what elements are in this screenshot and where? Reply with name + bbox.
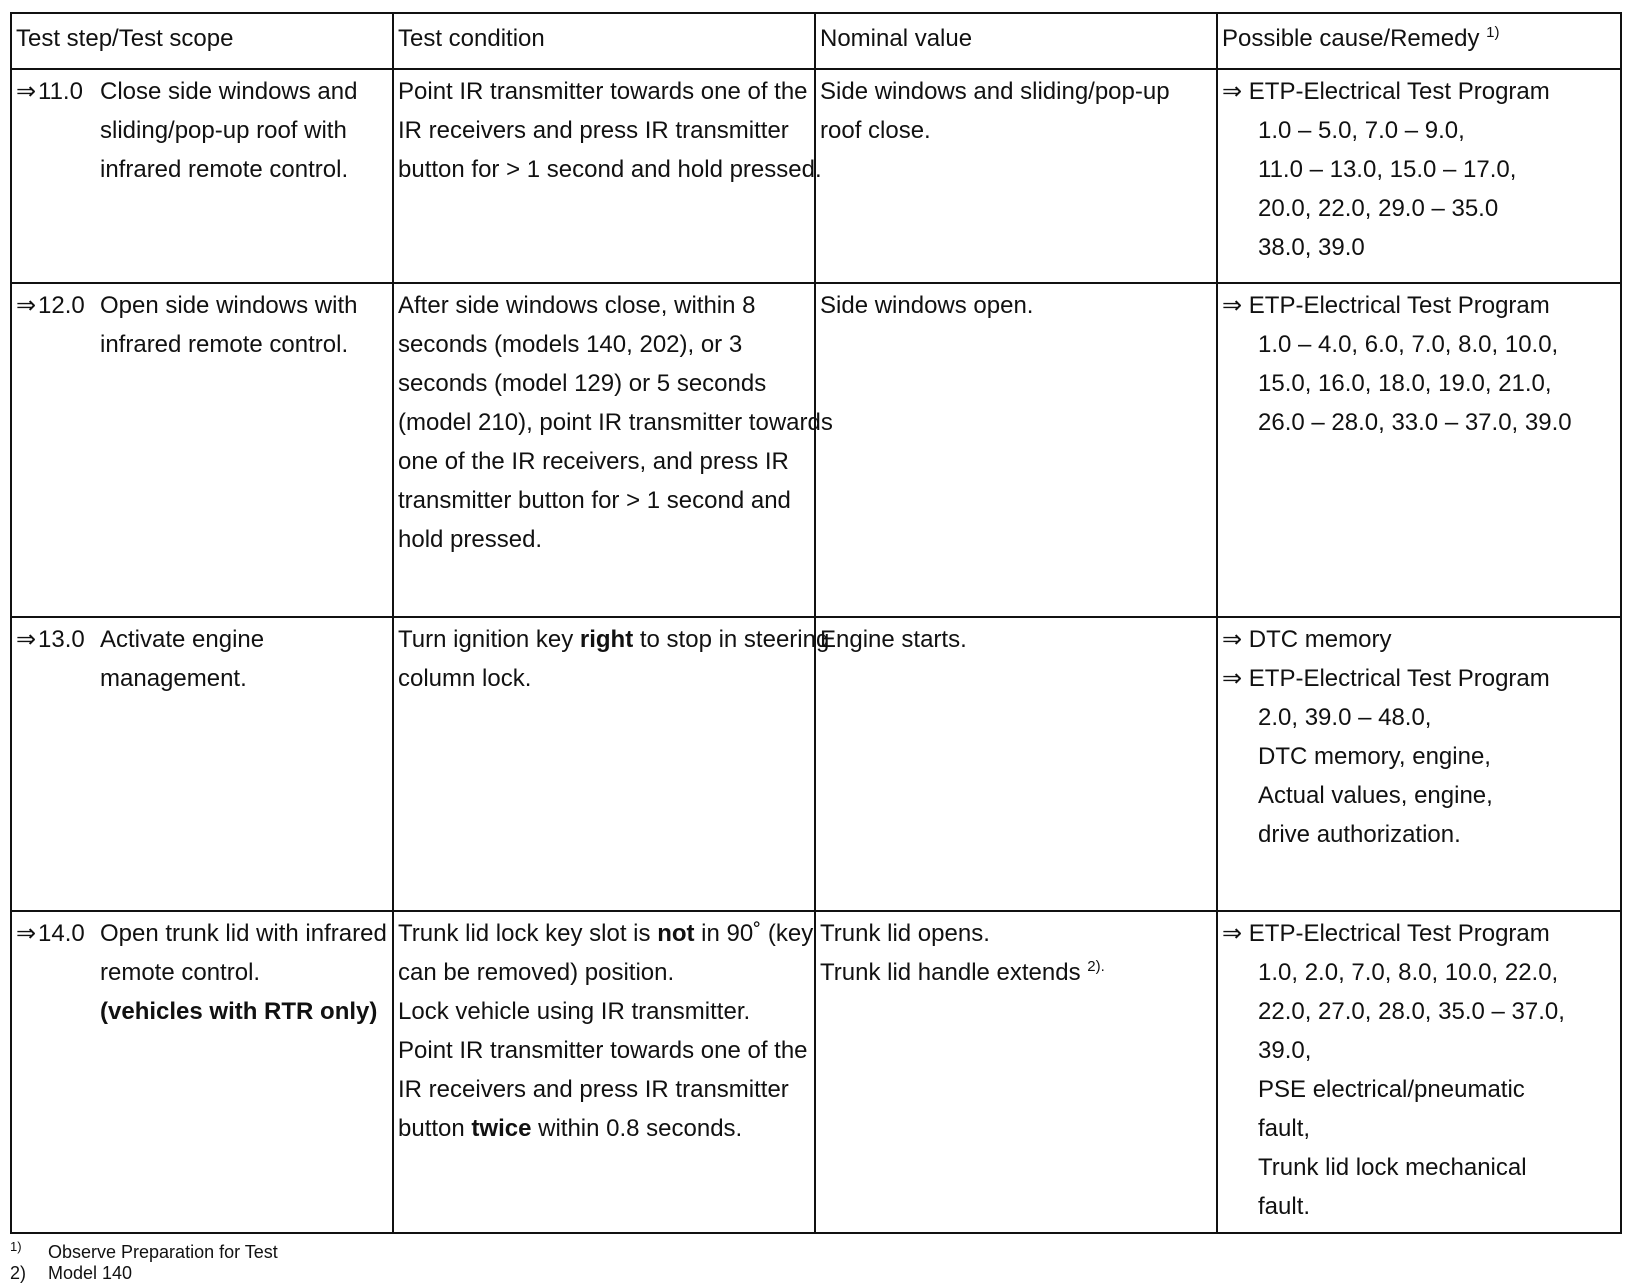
dtc-link[interactable]: DTC memory: [1248, 626, 1392, 653]
test-condition-cell: After side windows close, within 8 seconds (models 140, 202), or 3 seconds (model 129) or 5 seconds (model 210), point IR transmitter towards one of the IR receivers, and press IR transmitter button for > 1 second and hold pressed.: [393, 283, 815, 617]
remedy-cell: ⇒ DTC memory ⇒ ETP-Electrical Test Program 2.0, 39.0 – 48.0, DTC memory, engine, Actual values, engine, drive authorization.: [1217, 617, 1621, 911]
nominal-value-cell: Trunk lid opens. Trunk lid handle extends $^{2).}$: [815, 911, 1217, 1233]
etp-link[interactable]: ETP-Electrical Test Program: [1248, 920, 1550, 947]
nominal-value-cell: Side windows open.: [815, 283, 1217, 617]
footnote-1: 1) Observe Preparation for Test: [10, 1239, 278, 1262]
table-row: [11, 617, 1621, 911]
arrow-icon: ⇒: [1222, 920, 1243, 947]
table-row: [11, 69, 1621, 283]
footnote-ref: 2).: [1087, 958, 1105, 975]
header-test-condition: Test condition: [393, 13, 815, 69]
test-condition-cell: Turn ignition key right to stop in steering column lock.: [393, 617, 815, 911]
test-table: [10, 12, 1622, 1234]
etp-link[interactable]: ETP-Electrical Test Program: [1248, 78, 1550, 105]
arrow-icon: ⇒: [1222, 665, 1243, 692]
arrow-icon: ⇒: [1222, 626, 1243, 653]
test-step-cell: ⇒ 12.0 Open side windows with infrared remote control.: [11, 283, 393, 617]
nominal-value-cell: Engine starts.: [815, 617, 1217, 911]
table-row: [11, 283, 1621, 617]
step-number: 12.0: [38, 292, 85, 319]
table-row: [11, 911, 1621, 1233]
test-step-cell: ⇒ 14.0 Open trunk lid with infrared remote control. (vehicles with RTR only): [11, 911, 393, 1233]
remedy-cell: ⇒ ETP-Electrical Test Program 1.0 – 5.0, 7.0 – 9.0, 11.0 – 13.0, 15.0 – 17.0, 20.0, 22.0, 29.0 – 35.0 38.0, 39.0: [1217, 69, 1621, 283]
remedy-cell: ⇒ ETP-Electrical Test Program 1.0 – 4.0, 6.0, 7.0, 8.0, 10.0, 15.0, 16.0, 18.0, 19.0, 21.0, 26.0 – 28.0, 33.0 – 37.0, 39.0: [1217, 283, 1621, 617]
footnote-2: 2) Model 140: [10, 1263, 133, 1283]
etp-link[interactable]: ETP-Electrical Test Program: [1248, 665, 1550, 692]
test-condition-cell: Trunk lid lock key slot is not in 90˚ (key can be removed) position. Lock vehicle using IR transmitter. Point IR transmitter towards one of the IR receivers and press IR transmitter button twice within 0.8 seconds.: [393, 911, 815, 1233]
header-nominal-value: Nominal value: [815, 13, 1217, 69]
arrow-icon: ⇒: [16, 292, 37, 319]
test-condition-cell: Point IR transmitter towards one of the IR receivers and press IR transmitter button for > 1 second and hold pressed.: [393, 69, 815, 283]
arrow-icon: ⇒: [1222, 292, 1243, 319]
test-step-cell: ⇒ 11.0 Close side windows and sliding/pop-up roof with infrared remote control.: [11, 69, 393, 283]
step-number: 11.0: [38, 78, 83, 105]
etp-link[interactable]: ETP-Electrical Test Program: [1248, 292, 1550, 319]
remedy-cell: ⇒ ETP-Electrical Test Program 1.0, 2.0, 7.0, 8.0, 10.0, 22.0, 22.0, 27.0, 28.0, 35.0 – 37.0, 39.0, PSE electrical/pneumatic fault, Trunk lid lock mechanical fault.: [1217, 911, 1621, 1233]
arrow-icon: ⇒: [16, 78, 37, 105]
table-header-row: [11, 13, 1621, 69]
nominal-value-cell: Side windows and sliding/pop-up roof close.: [815, 69, 1217, 283]
step-number: 13.0: [38, 626, 85, 653]
arrow-icon: ⇒: [16, 920, 37, 947]
arrow-icon: ⇒: [1222, 78, 1243, 105]
step-number: 14.0: [38, 920, 85, 947]
arrow-icon: ⇒: [16, 626, 37, 653]
footnote-ref: 1): [1486, 24, 1500, 41]
test-step-cell: ⇒ 13.0 Activate engine management.: [11, 617, 393, 911]
header-test-step: Test step/Test scope: [11, 13, 393, 69]
header-possible-cause: Possible cause/Remedy $^{1)}$: [1217, 13, 1621, 69]
